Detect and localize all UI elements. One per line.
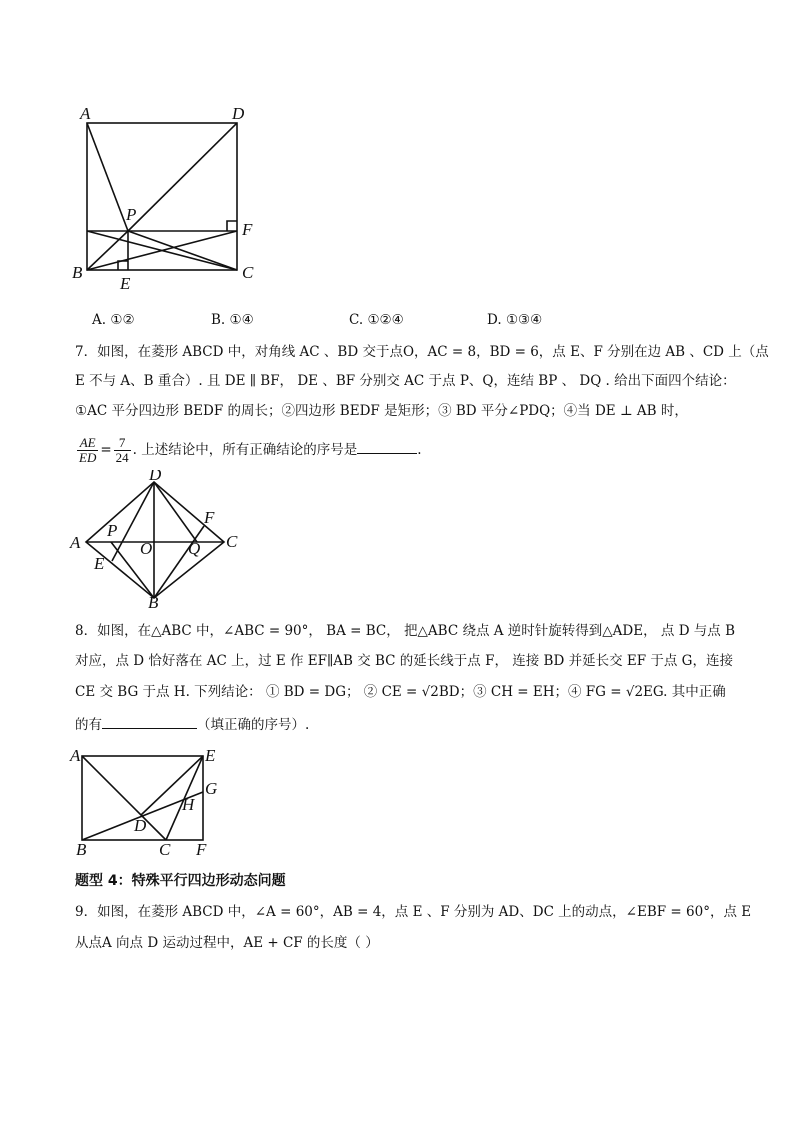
label-a: A <box>70 533 81 552</box>
segment-bf <box>154 526 204 598</box>
answer-blank-q8[interactable] <box>102 715 197 729</box>
q8-line-2: 对应，点 D 恰好落在 AC 上，过 E 作 EF∥AB 交 BC 的延长线于点 F， 连接 BD 并延长交 EF 于点 G，连接 <box>75 653 733 669</box>
segment-dq <box>154 482 197 542</box>
segment-pc <box>128 231 237 270</box>
label-e: E <box>120 274 131 293</box>
q7-line-3: ①AC 平分四边形 BEDF 的周长；②四边形 BEDF 是矩形；③ BD 平分∠PDQ；④当 DE ⊥ AB 时， <box>75 403 688 419</box>
q9-line-2: 从点A 向点 D 运动过程中，AE + CF 的长度（ ） <box>75 935 379 951</box>
label-b: B <box>72 263 83 282</box>
label-d: D <box>232 104 245 123</box>
answer-blank-q7[interactable] <box>357 440 417 454</box>
q7-line-1: 7．如图，在菱形 ABCD 中，对角线 AC 、BD 交于点O，AC = 8，BD = 6，点 E、F 分别在边 AB 、CD 上（点 <box>75 344 769 360</box>
label-b: B <box>76 840 87 859</box>
figure-q7 <box>66 470 246 610</box>
q8-line-1: 8．如图，在△ABC 中，∠ABC = 90°， BA = BC， 把△ABC 绕点 A 逆时针旋转得到△ADE， 点 D 与点 B <box>75 623 736 639</box>
label-p: P <box>126 205 137 224</box>
label-q: Q <box>188 539 201 558</box>
label-d: D <box>134 816 147 835</box>
q8-line-4: 的有 （填正确的序号）. <box>75 717 310 733</box>
label-b: B <box>148 593 159 610</box>
label-c: C <box>159 840 171 859</box>
q7-line-2: E 不与 A、B 重合）. 且 DE ∥ BF， DE 、BF 分别交 AC 于点 P、Q，连结 BP 、 DQ . 给出下面四个结论： <box>75 373 736 389</box>
fraction-7-24: $\frac{7}{24}$ <box>115 435 129 465</box>
label-p: P <box>107 521 118 540</box>
segment-ap <box>87 123 128 231</box>
q9-line-1: 9．如图，在菱形 ABCD 中，∠A = 60°，AB = 4，点 E 、F 分别为 AD、DC 上的动点，∠EBF = 60°，点 E <box>75 904 752 920</box>
option-c[interactable]: C. ①②④ <box>349 312 404 328</box>
figure-q8 <box>66 742 231 860</box>
label-c: C <box>226 532 238 551</box>
rhombus-abcd <box>86 482 224 598</box>
segment-ac <box>82 756 166 840</box>
label-f: F <box>204 508 215 527</box>
label-e: E <box>94 554 105 573</box>
label-d: D <box>149 470 162 484</box>
q7-line-4: $\frac{AE}{ED}$ = $\frac{7}{24}$ . 上述结论中，所有正确结论的序号是 . <box>79 435 422 465</box>
right-angle-mark-f <box>227 221 237 231</box>
q8-line-3: CE 交 BG 于点 H. 下列结论： ① BD = DG； ② CE = √2BD；③ CH = EH；④ FG = √2EG. 其中正确 <box>75 684 726 700</box>
label-a: A <box>80 104 91 123</box>
label-a: A <box>70 746 81 765</box>
section-heading: 题型 4：特殊平行四边形动态问题 <box>75 873 286 889</box>
label-h: H <box>182 795 195 814</box>
segment-dp <box>128 123 237 231</box>
label-c: C <box>242 263 254 282</box>
fraction-ae-ed: $\frac{AE}{ED}$ <box>79 435 97 465</box>
option-b[interactable]: B. ①④ <box>211 312 254 328</box>
label-f: F <box>196 840 207 859</box>
option-a[interactable]: A. ①② <box>92 312 135 328</box>
label-o: O <box>140 539 153 558</box>
figure-q6 <box>70 100 270 295</box>
label-f: F <box>242 220 253 239</box>
label-e: E <box>205 746 216 765</box>
label-g: G <box>205 779 218 798</box>
option-d[interactable]: D. ①③④ <box>487 312 543 328</box>
q6-options <box>92 312 692 330</box>
